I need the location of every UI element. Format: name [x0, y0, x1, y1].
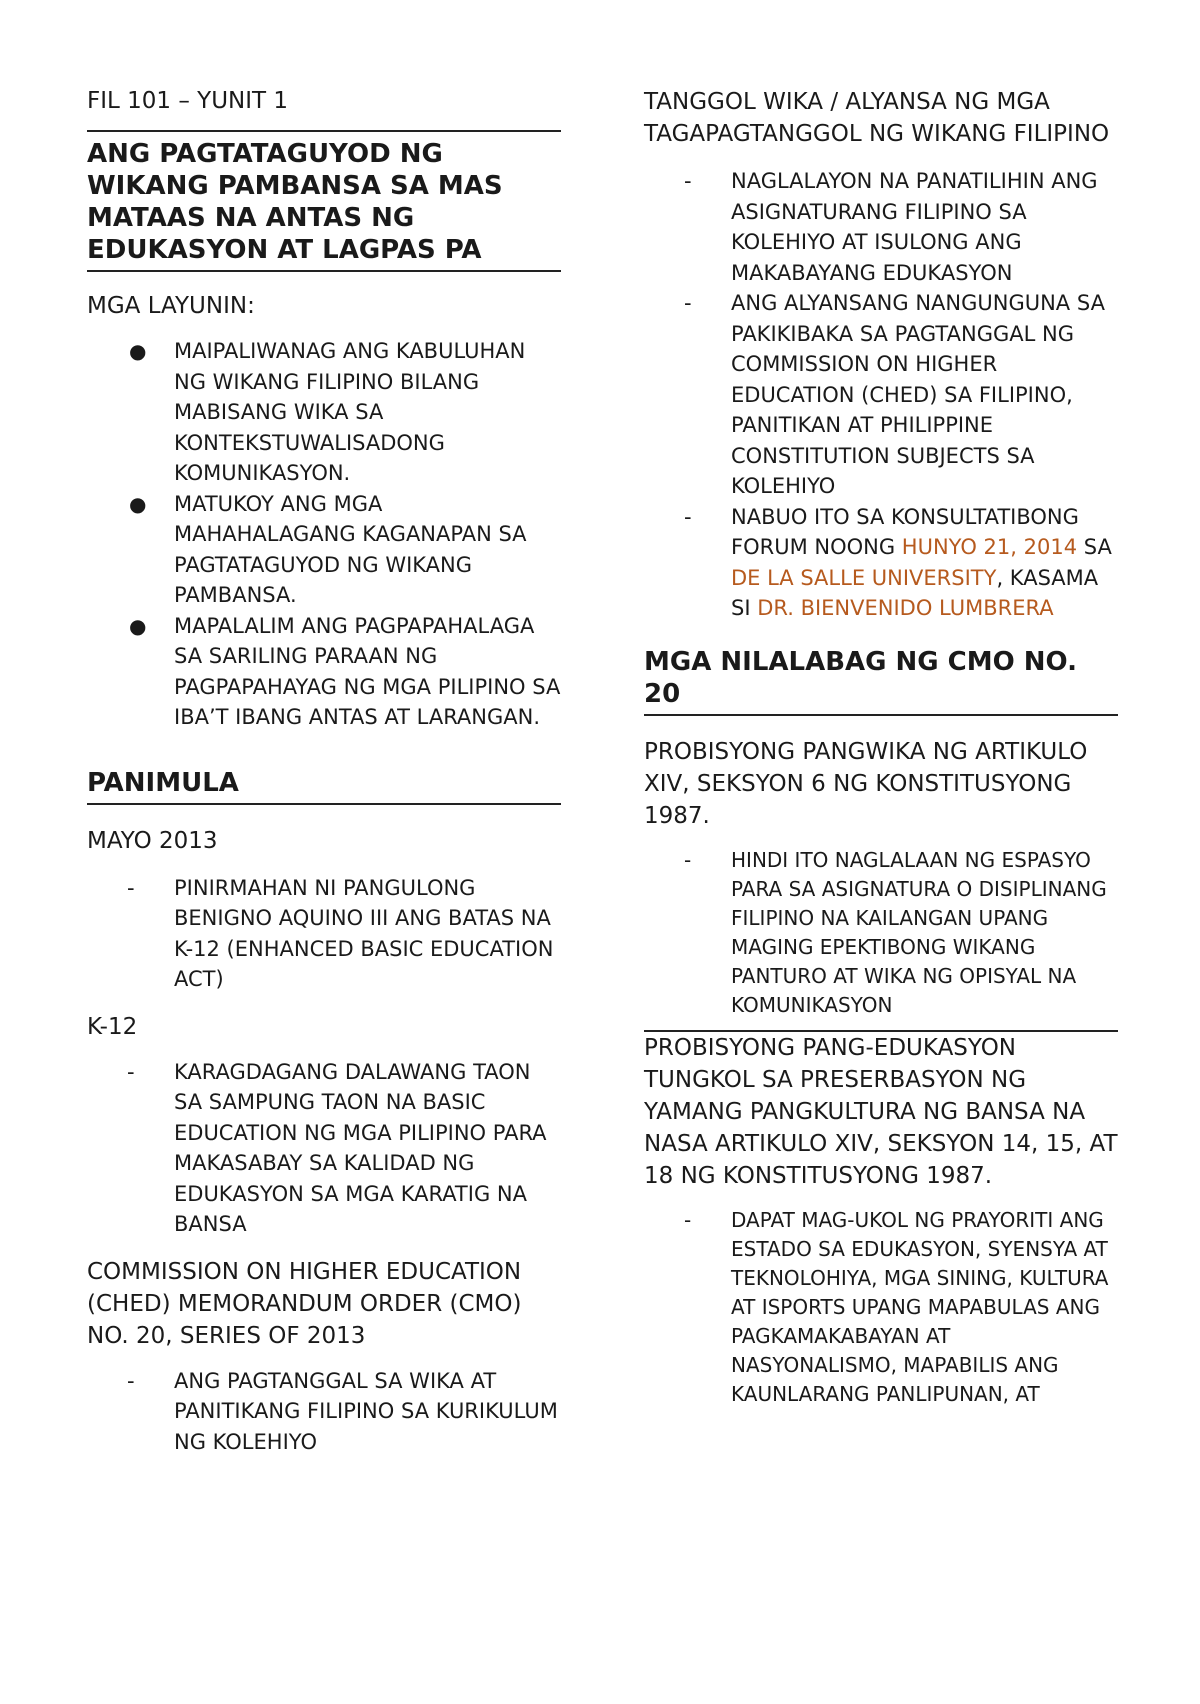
list-item: ● MAIPALIWANAG ANG KABULUHAN NG WIKANG FILIPINO BILANG MABISANG WIKA SA KONTEKSTUWALISADONG KOMUNIKASYON. — [87, 336, 561, 489]
pangwika-label: PROBISYONG PANGWIKA NG ARTIKULO XIV, SEKSYON 6 NG KONSTITUSYONG 1987. — [644, 738, 1088, 829]
list-item: ● MATUKOY ANG MGA MAHAHALAGANG KAGANAPAN SA PAGTATAGUYOD NG WIKANG PAMBANSA. — [87, 489, 561, 611]
list-item: - HINDI ITO NAGLALAAN NG ESPASYO PARA SA ASIGNATURA O DISIPLINANG FILIPINO NA KAILANGAN UPANG MAGING EPEKTIBONG WIKANG PANTURO AT WIKA NG OPISYAL NA KOMUNIKASYON — [684, 847, 1107, 1017]
list-item: - NABUO ITO SA KONSULTATIBONG FORUM NOONG HUNYO 21, 2014 SA DE LA SALLE UNIVERSITY, KASAMA SI DR. BIENVENIDO LUMBRERA — [644, 502, 1118, 624]
list-item: - ANG PAGTANGGAL SA WIKA AT PANITIKANG FILIPINO SA KURIKULUM NG KOLEHIYO — [87, 1366, 561, 1458]
edukasyon-list — [644, 1206, 1118, 1409]
list-item: - KARAGDAGANG DALAWANG TAON SA SAMPUNG TAON NA BASIC EDUCATION NG MGA PILIPINO PARA MAKASABAY SA KALIDAD NG EDUKASYON SA MGA KARATIG NA BANSA — [87, 1057, 561, 1240]
forum-place: DE LA SALLE UNIVERSITY — [731, 565, 997, 590]
dash-icon: - — [127, 1059, 135, 1084]
pangwika-list — [644, 846, 1118, 1020]
layunin-list — [87, 336, 561, 733]
ched-list — [87, 1366, 561, 1458]
forum-date: HUNYO 21, 2014 — [901, 535, 1078, 559]
bullet-icon: ● — [129, 613, 147, 638]
list-item: ● MAPALALIM ANG PAGPAPAHALAGA SA SARILING PARAAN NG PAGPAPAHAYAG NG MGA PILIPINO SA IBA’T IBANG ANTAS AT LARANGAN. — [87, 611, 561, 733]
dash-icon: - — [684, 504, 692, 529]
dash-icon: - — [684, 169, 692, 193]
list-item: - NAGLALAYON NA PANATILIHIN ANG ASIGNATURANG FILIPINO SA KOLEHIYO AT ISULONG ANG MAKABAYANG EDUKASYON — [644, 166, 1118, 288]
tanggol-list — [644, 166, 1118, 624]
nilalabag-heading: MGA NILALABAG NG CMO NO. 20 — [644, 646, 1118, 716]
right-column — [644, 86, 1118, 1409]
dash-icon: - — [684, 847, 692, 872]
bullet-icon: ● — [129, 339, 147, 363]
mayo-list — [87, 873, 561, 995]
forum-person: DR. BIENVENIDO LUMBRERA — [757, 596, 1054, 620]
panimula-heading: PANIMULA — [87, 767, 561, 805]
list-item: - ANG ALYANSANG NANGUNGUNA SA PAKIKIBAKA SA PAGTANGGAL NG COMMISSION ON HIGHER EDUCATION (CHED) SA FILIPINO, PANITIKAN AT PHILIPPINE CONSTITUTION SUBJECTS SA KOLEHIYO — [644, 288, 1118, 502]
dash-icon: - — [127, 1368, 135, 1393]
list-item: - PINIRMAHAN NI PANGULONG BENIGNO AQUINO III ANG BATAS NA K-12 (ENHANCED BASIC EDUCATION ACT) — [87, 873, 561, 995]
layunin-label: MGA LAYUNIN: — [87, 293, 255, 319]
edukasyon-label: PROBISYONG PANG-EDUKASYON TUNGKOL SA PRESERBASYON NG YAMANG PANGKULTURA NG BANSA NA NASA ARTIKULO XIV, SEKSYON 14, 15, AT 18 NG KONSTITUSYONG 1987. — [644, 1034, 1118, 1189]
k12-list — [87, 1057, 561, 1240]
course-header: FIL 101 – YUNIT 1 — [87, 88, 289, 114]
bullet-icon: ● — [129, 491, 147, 516]
ched-label: COMMISSION ON HIGHER EDUCATION (CHED) MEMORANDUM ORDER (CMO) NO. 20, SERIES OF 2013 — [87, 1258, 522, 1349]
document-title: ANG PAGTATAGUYOD NG WIKANG PAMBANSA SA MAS MATAAS NA ANTAS NG EDUKASYON AT LAGPAS PA — [87, 130, 561, 272]
dash-icon: - — [127, 875, 135, 900]
mayo-label: MAYO 2013 — [87, 827, 218, 854]
tanggol-label: TANGGOL WIKA / ALYANSA NG MGA TAGAPAGTANGGOL NG WIKANG FILIPINO — [644, 89, 1110, 147]
dash-icon: - — [684, 291, 692, 315]
list-item: - DAPAT MAG-UKOL NG PRAYORITI ANG ESTADO SA EDUKASYON, SYENSYA AT TEKNOLOHIYA, MGA SINING, KULTURA AT ISPORTS UPANG MAPABULAS ANG PAGKAMAKABAYAN AT NASYONALISMO, MAPABILIS ANG KAUNLARANG PANLIPUNAN, AT — [684, 1207, 1109, 1406]
dash-icon: - — [684, 1207, 692, 1232]
k12-label: K-12 — [87, 1013, 138, 1040]
left-column — [87, 86, 561, 1457]
